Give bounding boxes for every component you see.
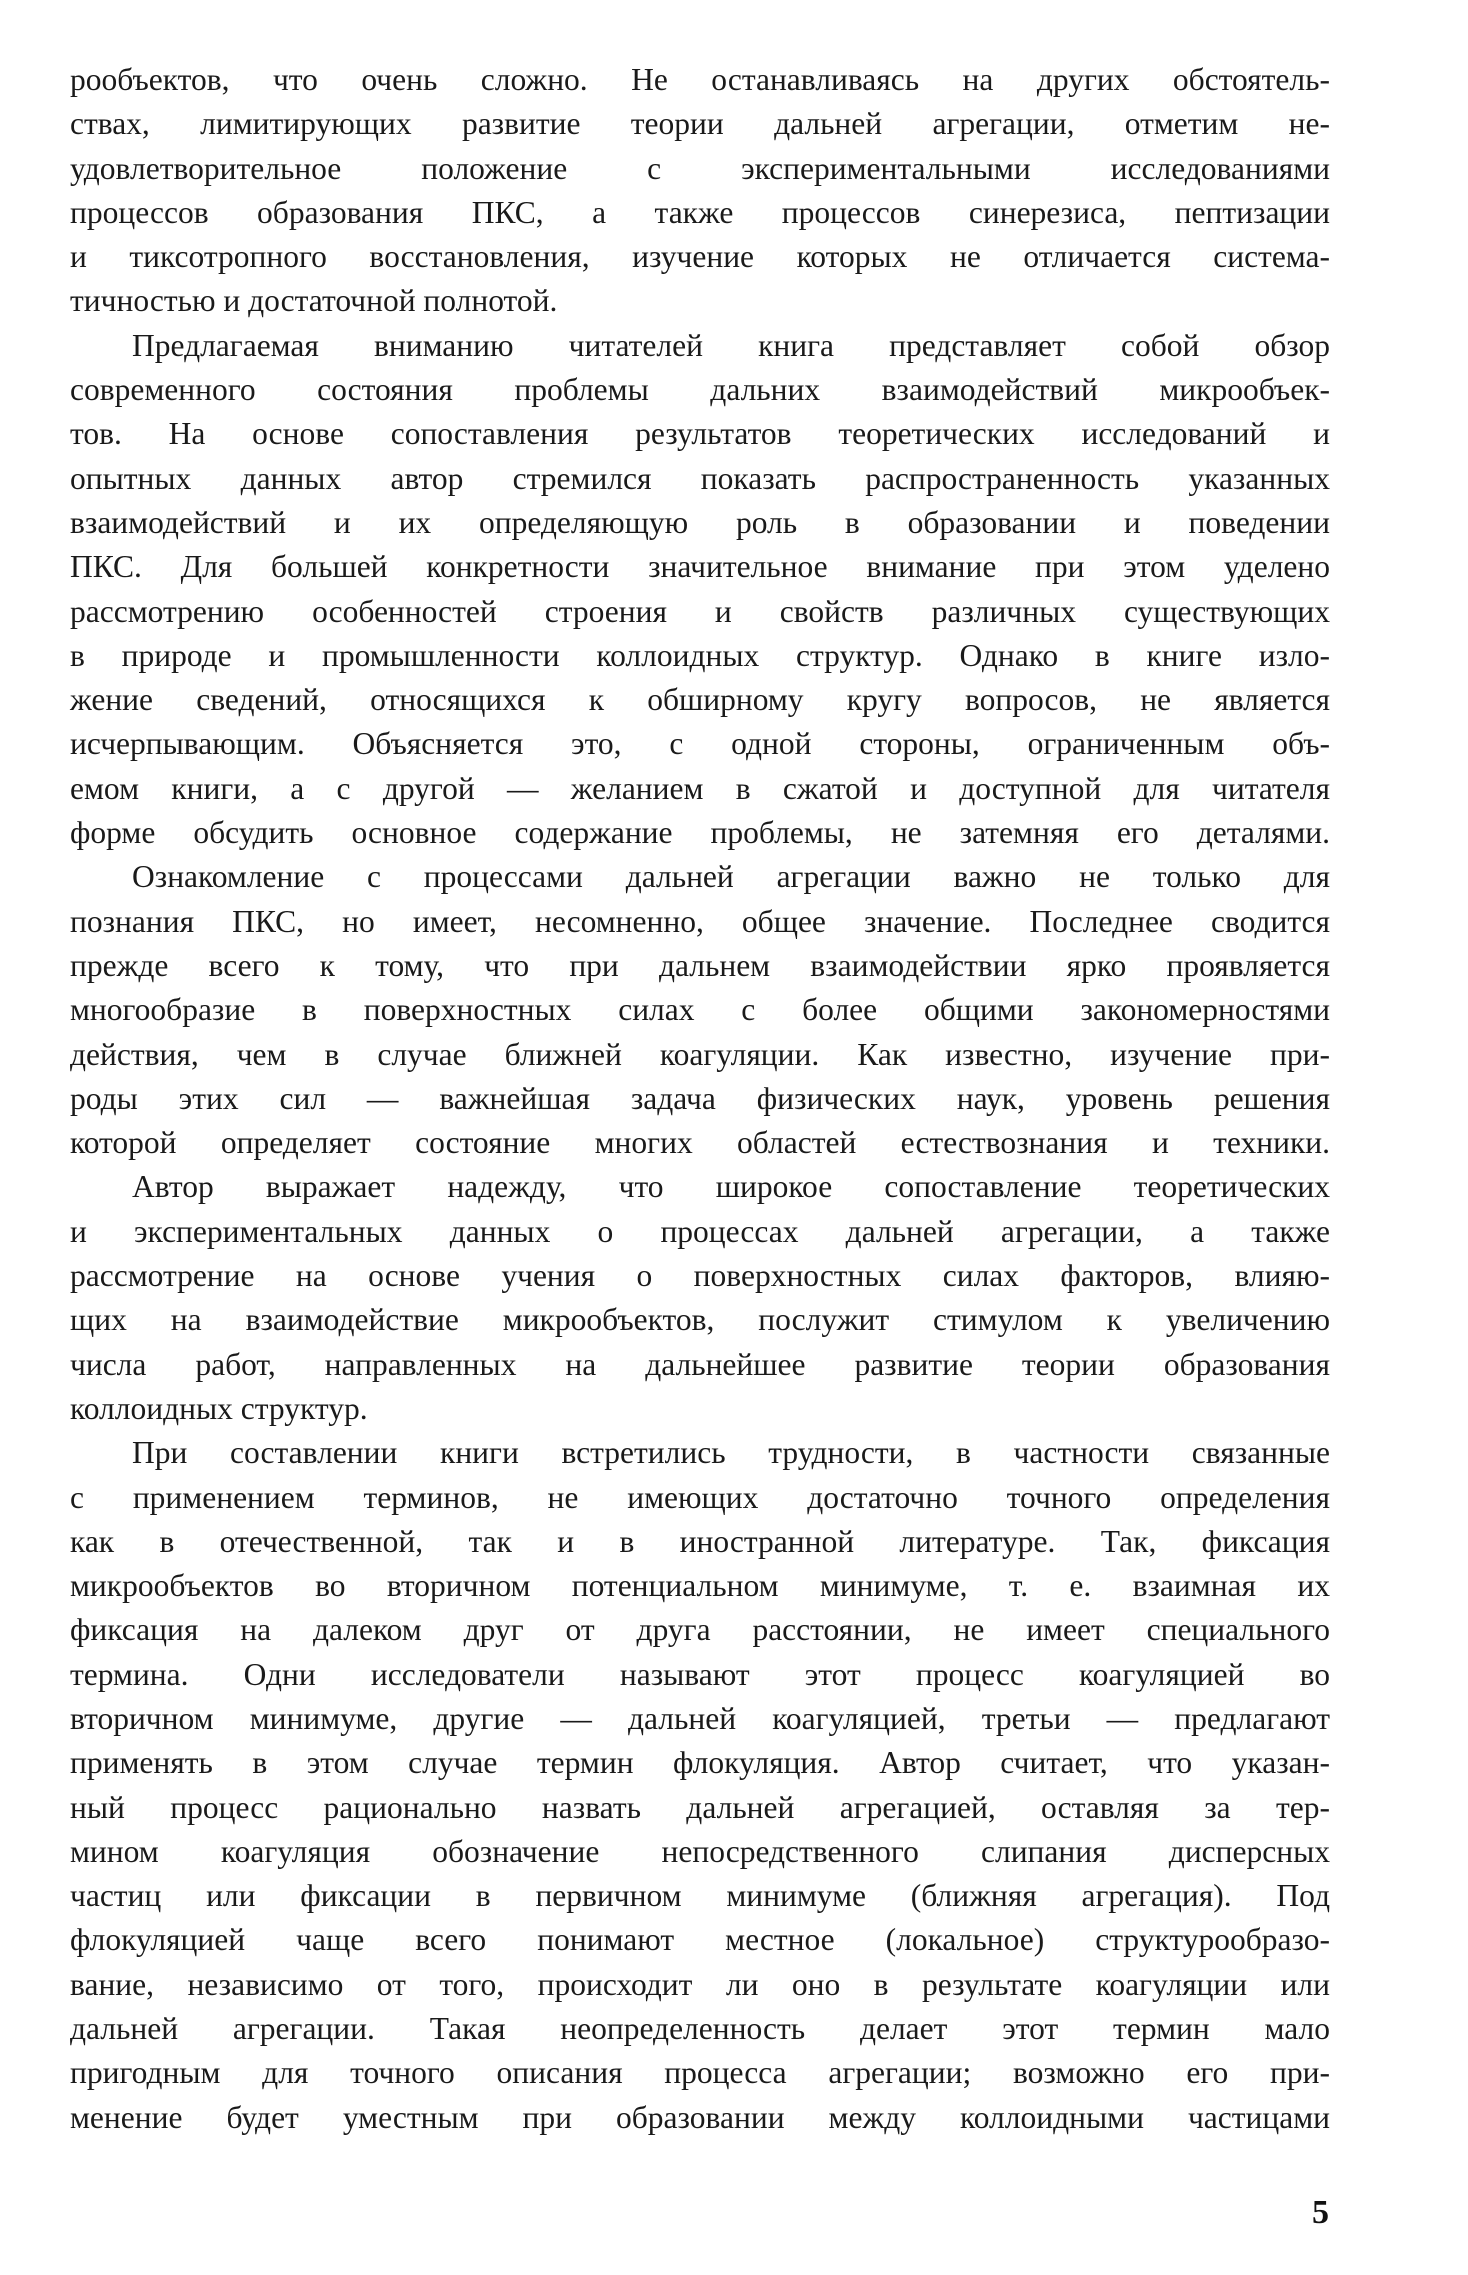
text-line: которой определяет состояние многих областей естествознания и техники.: [70, 1125, 1330, 1161]
text-line: вание, независимо от того, происходит ли оно в результате коагуляции или: [70, 1966, 1330, 2002]
text-line: рассмотрение на основе учения о поверхностных силах факторов, влияю-: [70, 1258, 1330, 1294]
paragraph-4: [70, 1165, 1330, 1431]
paragraph-1: [70, 58, 1330, 324]
text-line: многообразие в поверхностных силах с более общими закономерностями: [70, 992, 1330, 1028]
text-line: мином коагуляция обозначение непосредственного слипания дисперсных: [70, 1833, 1330, 1869]
text-line: процессов образования ПКС, а также процессов синерезиса, пептизации: [70, 194, 1330, 230]
text-line: тов. На основе сопоставления результатов теоретических исследований и: [70, 416, 1330, 452]
text-line: коллоидных структур.: [70, 1390, 368, 1426]
text-line: пригодным для точного описания процесса агрегации; возможно его при-: [70, 2055, 1330, 2091]
text-line: рассмотрению особенностей строения и свойств различных существующих: [70, 593, 1330, 629]
text-line: исчерпывающим. Объясняется это, с одной стороны, ограниченным объ-: [70, 726, 1330, 762]
page-body: [70, 58, 1330, 2140]
paragraph-5: [70, 1431, 1330, 2140]
text-line: опытных данных автор стремился показать распространенность указанных: [70, 460, 1330, 496]
text-line: флокуляцией чаще всего понимают местное (локальное) структурообразо-: [70, 1922, 1330, 1958]
text-line: дальней агрегации. Такая неопределенность делает этот термин мало: [70, 2011, 1330, 2047]
text-line: ПКС. Для большей конкретности значительное внимание при этом уделено: [70, 549, 1330, 585]
text-line: действия, чем в случае ближней коагуляции. Как известно, изучение при-: [70, 1036, 1330, 1072]
text-line: менение будет уместным при образовании между коллоидными частицами: [70, 2099, 1330, 2135]
text-line: числа работ, направленных на дальнейшее развитие теории образования: [70, 1346, 1330, 1382]
text-line: познания ПКС, но имеет, несомненно, общее значение. Последнее сводится: [70, 903, 1330, 939]
text-line: щих на взаимодействие микрообъектов, послужит стимулом к увеличению: [70, 1302, 1330, 1338]
text-line: и экспериментальных данных о процессах дальней агрегации, а также: [70, 1213, 1330, 1249]
text-line: При составлении книги встретились трудности, в частности связанные: [132, 1435, 1330, 1471]
text-line: термина. Одни исследователи называют этот процесс коагуляцией во: [70, 1656, 1330, 1692]
text-line: микрообъектов во вторичном потенциальном минимуме, т. е. взаимная их: [70, 1568, 1330, 1604]
text-line: емом книги, а с другой — желанием в сжатой и доступной для читателя: [70, 770, 1330, 806]
text-line: фиксация на далеком друг от друга расстоянии, не имеет специального: [70, 1612, 1330, 1648]
text-line: Предлагаемая вниманию читателей книга представляет собой обзор: [132, 327, 1330, 363]
text-line: жение сведений, относящихся к обширному кругу вопросов, не является: [70, 682, 1330, 718]
text-line: рообъектов, что очень сложно. Не останавливаясь на других обстоятель-: [70, 62, 1330, 97]
text-line: ствах, лимитирующих развитие теории дальней агрегации, отметим не-: [70, 106, 1330, 142]
text-line: ный процесс рационально назвать дальней агрегацией, оставляя за тер-: [70, 1789, 1330, 1825]
paragraph-3: [70, 855, 1330, 1165]
text-line: роды этих сил — важнейшая задача физических наук, уровень решения: [70, 1080, 1330, 1116]
text-line: взаимодействий и их определяющую роль в образовании и поведении: [70, 504, 1330, 540]
text-line: и тиксотропного восстановления, изучение которых не отличается система-: [70, 239, 1330, 275]
text-line: Автор выражает надежду, что широкое сопоставление теоретических: [132, 1169, 1330, 1205]
text-line: прежде всего к тому, что при дальнем взаимодействии ярко проявляется: [70, 947, 1330, 983]
text-line: вторичном минимуме, другие — дальней коагуляцией, третьи — предлагают: [70, 1700, 1330, 1736]
text-line: Ознакомление с процессами дальней агрегации важно не только для: [132, 859, 1330, 895]
text-line: в природе и промышленности коллоидных структур. Однако в книге изло-: [70, 637, 1330, 673]
text-line: тичностью и достаточной полнотой.: [70, 283, 558, 319]
text-line: удовлетворительное положение с экспериментальными исследованиями: [70, 150, 1330, 186]
text-line: форме обсудить основное содержание проблемы, не затемняя его деталями.: [70, 815, 1330, 851]
text-line: современного состояния проблемы дальних взаимодействий микрообъек-: [70, 372, 1330, 408]
paragraph-2: [70, 324, 1330, 856]
page-number: 5: [1312, 2194, 1329, 2231]
text-line: применять в этом случае термин флокуляция. Автор считает, что указан-: [70, 1745, 1330, 1781]
text-line: частиц или фиксации в первичном минимуме (ближняя агрегация). Под: [70, 1878, 1330, 1914]
text-line: как в отечественной, так и в иностранной литературе. Так, фиксация: [70, 1523, 1330, 1559]
text-line: с применением терминов, не имеющих достаточно точного определения: [70, 1479, 1330, 1515]
